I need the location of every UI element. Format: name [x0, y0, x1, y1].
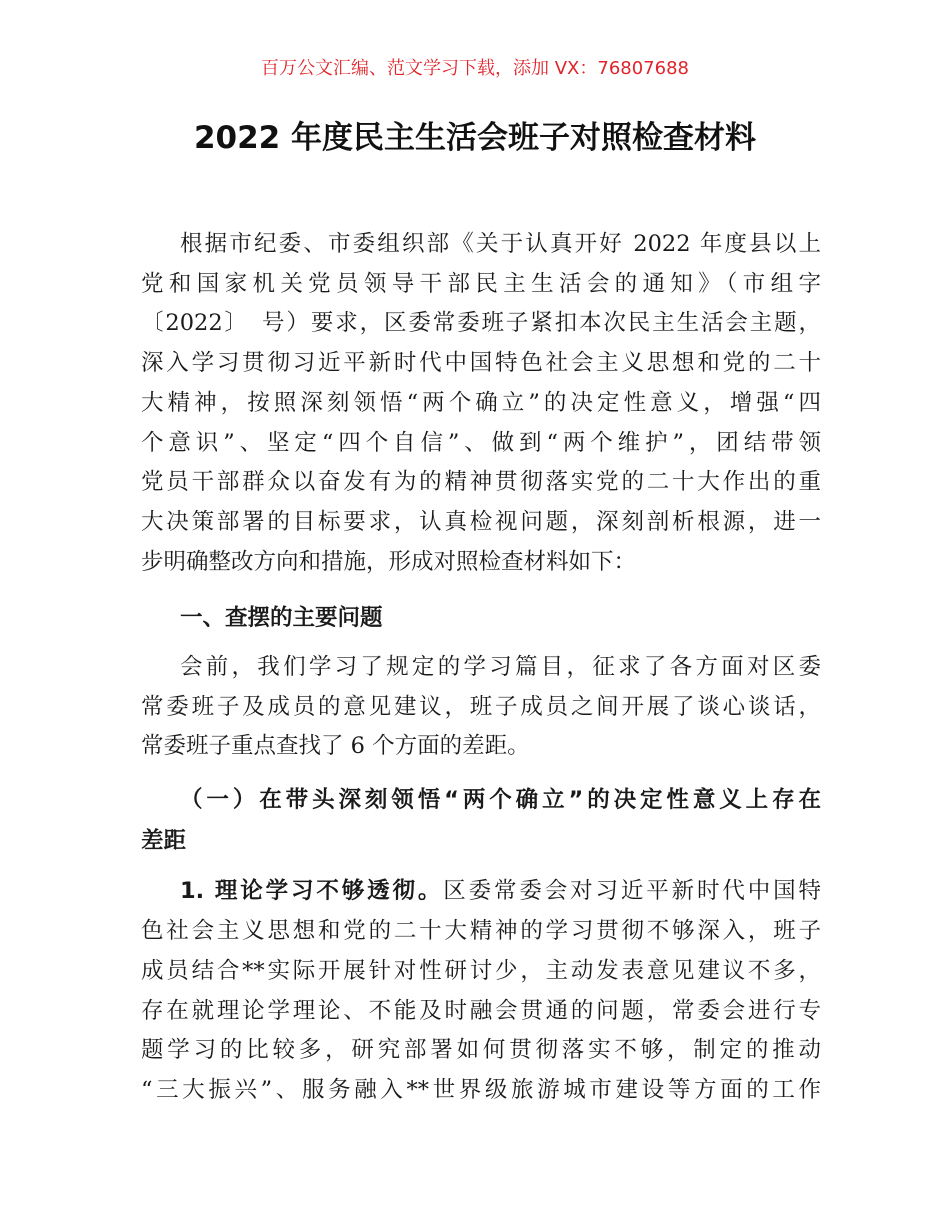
- item-line: 存在就理论学理论、不能及时融会贯通的问题，常委会进行专: [141, 998, 821, 1024]
- subsection-heading: 差距: [141, 828, 187, 854]
- item-line: 题学习的比较多，研究部署如何贯彻落实不够，制定的推动: [141, 1037, 821, 1063]
- item-line: “三大振兴”、服务融入**世界级旅游城市建设等方面的工作: [141, 1077, 821, 1103]
- intro-line: 个意识”、坚定“四个自信”、做到“两个维护”，团结带领: [141, 430, 821, 456]
- item-bold-lead: 1. 理论学习不够透彻。: [180, 878, 444, 904]
- item-line: 成员结合**实际开展针对性研讨少，主动发表意见建议不多，: [141, 958, 821, 984]
- section-line: 会前，我们学习了规定的学习篇目，征求了各方面对区委: [180, 654, 821, 680]
- document-title: 2022 年度民主生活会班子对照检查材料: [193, 120, 757, 156]
- intro-line: 大精神，按照深刻领悟“两个确立”的决定性意义，增强“四: [141, 390, 821, 416]
- section-line: 常委班子重点查找了 6 个方面的差距。: [141, 733, 530, 759]
- intro-line: 党员干部群众以奋发有为的精神贯彻落实党的二十大作出的重: [141, 469, 821, 495]
- watermark-banner: 百万公文汇编、范文学习下载，添加 VX：76807688: [261, 58, 689, 79]
- intro-line: 步明确整改方向和措施，形成对照检查材料如下：: [141, 549, 637, 575]
- section-line: 常委班子及成员的意见建议，班子成员之间开展了谈心谈话，: [141, 694, 821, 720]
- section-heading: 一、查摆的主要问题: [180, 605, 383, 631]
- item-first-line: [180, 876, 821, 906]
- intro-line: 〔2022〕 号）要求，区委常委班子紧扣本次民主生活会主题，: [141, 310, 821, 336]
- item-text: 区委常委会对习近平新时代中国特: [443, 878, 821, 904]
- intro-line: 党和国家机关党员领导干部民主生活会的通知》（市组字: [141, 271, 821, 297]
- subsection-heading: （一）在带头深刻领悟“两个确立”的决定性意义上存在: [180, 787, 821, 813]
- intro-line: 根据市纪委、市委组织部《关于认真开好 2022 年度县以上: [180, 231, 821, 257]
- item-line: 色社会主义思想和党的二十大精神的学习贯彻不够深入，班子: [141, 918, 821, 944]
- intro-line: 深入学习贯彻习近平新时代中国特色社会主义思想和党的二十: [141, 350, 821, 376]
- intro-line: 大决策部署的目标要求，认真检视问题，深刻剖析根源，进一: [141, 509, 821, 535]
